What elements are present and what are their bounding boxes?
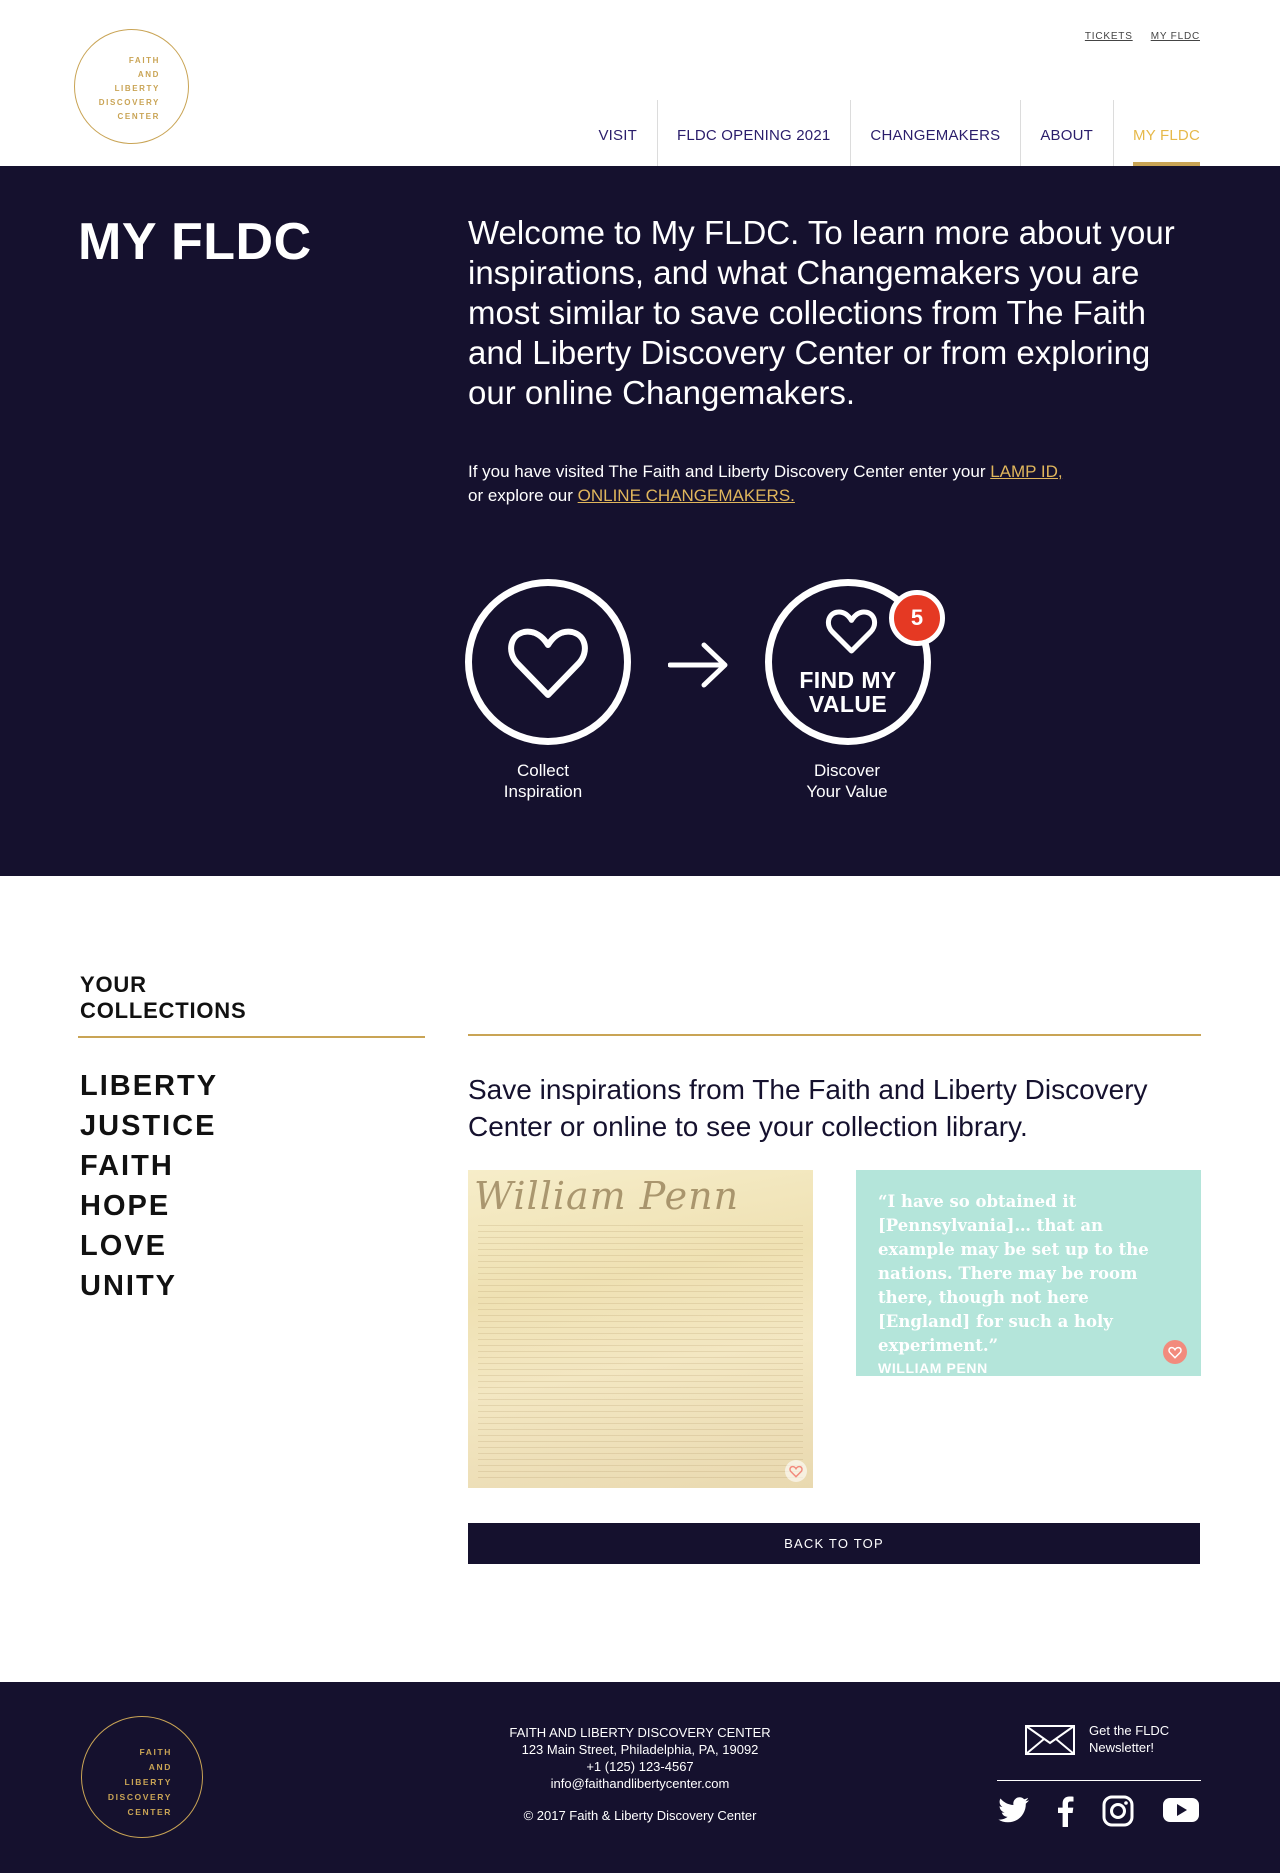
online-changemakers-link[interactable]: ONLINE CHANGEMAKERS. — [577, 486, 795, 505]
nav-label: ABOUT — [1040, 127, 1094, 144]
page-title: MY FLDC — [78, 213, 312, 271]
hero-subtext — [468, 460, 1188, 508]
logo-word: AND — [148, 1762, 172, 1772]
youtube-icon[interactable] — [1162, 1795, 1200, 1825]
category-justice[interactable]: JUSTICE — [80, 1110, 217, 1142]
step-label-line: Discover — [813, 761, 881, 780]
step-label-line: Collect — [517, 761, 569, 780]
social-links — [998, 1795, 1202, 1829]
newsletter-line: Newsletter! — [1089, 1740, 1155, 1755]
nav-label: MY FLDC — [1133, 127, 1200, 144]
nav-item-visit[interactable] — [578, 100, 657, 166]
phone: +1 (125) 123-4567 — [586, 1759, 694, 1774]
hero-section — [0, 166, 1280, 876]
facebook-icon[interactable] — [1056, 1795, 1074, 1827]
logo-word: AND — [137, 70, 160, 79]
logo-word: DISCOVERY — [107, 1792, 172, 1802]
quote-author: WILLIAM PENN — [878, 1360, 988, 1376]
category-unity[interactable]: UNITY — [80, 1270, 177, 1302]
collect-inspiration-label — [443, 760, 643, 802]
utility-nav — [1085, 31, 1200, 42]
logo-word: LIBERTY — [114, 84, 160, 93]
collection-categories — [80, 1066, 218, 1306]
org-name: FAITH AND LIBERTY DISCOVERY CENTER — [509, 1725, 771, 1740]
twitter-icon[interactable] — [998, 1795, 1030, 1825]
nav-label: FLDC OPENING 2021 — [676, 127, 831, 144]
nav-label: VISIT — [598, 127, 637, 144]
nav-label: CHANGEMAKERS — [870, 127, 1001, 144]
back-to-top-button[interactable]: BACK TO TOP — [468, 1523, 1200, 1564]
save-heart-icon[interactable] — [1163, 1340, 1187, 1364]
subtext-part: or explore our — [468, 486, 578, 505]
document-signature: William Penn — [474, 1174, 740, 1218]
category-liberty[interactable]: LIBERTY — [80, 1070, 219, 1102]
document-card[interactable] — [468, 1170, 813, 1488]
email-link[interactable]: info@faithandlibertycenter.com — [550, 1776, 730, 1791]
newsletter-signup[interactable] — [1025, 1722, 1205, 1758]
logo-word: DISCOVERY — [98, 98, 160, 107]
main-nav — [578, 100, 1200, 166]
step-label-line: Inspiration — [503, 782, 583, 801]
divider — [997, 1780, 1201, 1781]
document-text-lines — [478, 1222, 803, 1478]
tickets-link[interactable]: TICKETS — [1084, 31, 1133, 42]
nav-item-fldc-opening[interactable] — [657, 100, 850, 166]
lamp-id-link[interactable]: LAMP ID, — [990, 462, 1063, 481]
copyright: © 2017 Faith & Liberty Discovery Center — [523, 1808, 757, 1823]
hero-intro: Welcome to My FLDC. To learn more about your inspirations, and what Changemakers you are most similar to save collections from The Faith and Liberty Discovery Center or from exploring our online Changemakers. — [468, 214, 1175, 411]
save-inspirations-text: Save inspirations from The Faith and Liberty Discovery Center or online to see your collection library. — [468, 1074, 1148, 1142]
quote-text: “I have so obtained it [Pennsylvania]… that an example may be set up to the nations. There may be room there, though not here [England] for such a holy experiment.” — [878, 1192, 1149, 1355]
heart-icon — [789, 1465, 803, 1478]
logo-word: FAITH — [128, 56, 160, 65]
category-love[interactable]: LOVE — [80, 1230, 167, 1262]
find-value-line: FIND MY — [799, 667, 897, 693]
logo-word: LIBERTY — [124, 1777, 172, 1787]
logo-word: CENTER — [117, 112, 160, 121]
logo-text — [108, 1745, 172, 1820]
logo-word: FAITH — [139, 1747, 172, 1757]
newsletter-label — [1089, 1722, 1169, 1756]
find-value-line: VALUE — [808, 691, 888, 717]
save-heart-icon[interactable] — [785, 1460, 807, 1482]
arrow-right-icon — [668, 641, 730, 689]
instagram-icon[interactable] — [1102, 1795, 1134, 1827]
value-count-badge: 5 — [889, 590, 945, 646]
envelope-icon — [1025, 1725, 1075, 1755]
collect-inspiration-circle[interactable] — [465, 579, 631, 745]
heading-line: YOUR — [80, 972, 147, 997]
heart-icon — [1168, 1346, 1182, 1359]
nav-item-my-fldc[interactable] — [1113, 100, 1200, 166]
divider — [78, 1036, 425, 1038]
category-faith[interactable]: FAITH — [80, 1150, 174, 1182]
my-fldc-util-link[interactable]: MY FLDC — [1150, 31, 1200, 42]
site-footer — [0, 1682, 1280, 1873]
subtext-part: If you have visited The Faith and Liberty Discovery Center enter your — [468, 462, 991, 481]
footer-contact — [440, 1724, 840, 1792]
newsletter-line: Get the FLDC — [1089, 1723, 1170, 1738]
footer-logo[interactable] — [81, 1716, 203, 1838]
logo-text — [99, 54, 160, 124]
heading-line: COLLECTIONS — [80, 998, 247, 1023]
heart-icon — [824, 606, 879, 656]
nav-item-about[interactable] — [1020, 100, 1113, 166]
address: 123 Main Street, Philadelphia, PA, 19092 — [521, 1742, 759, 1757]
quote-card[interactable] — [856, 1170, 1201, 1376]
step-label-line: Your Value — [806, 782, 888, 801]
site-header — [0, 0, 1280, 166]
nav-item-changemakers[interactable] — [850, 100, 1020, 166]
find-my-value-label — [772, 668, 924, 716]
category-hope[interactable]: HOPE — [80, 1190, 171, 1222]
logo-word: CENTER — [127, 1807, 172, 1817]
heart-icon — [505, 619, 591, 705]
divider — [468, 1034, 1201, 1036]
discover-value-label — [747, 760, 947, 802]
fldc-logo[interactable] — [74, 29, 189, 144]
collections-heading — [80, 972, 246, 1024]
